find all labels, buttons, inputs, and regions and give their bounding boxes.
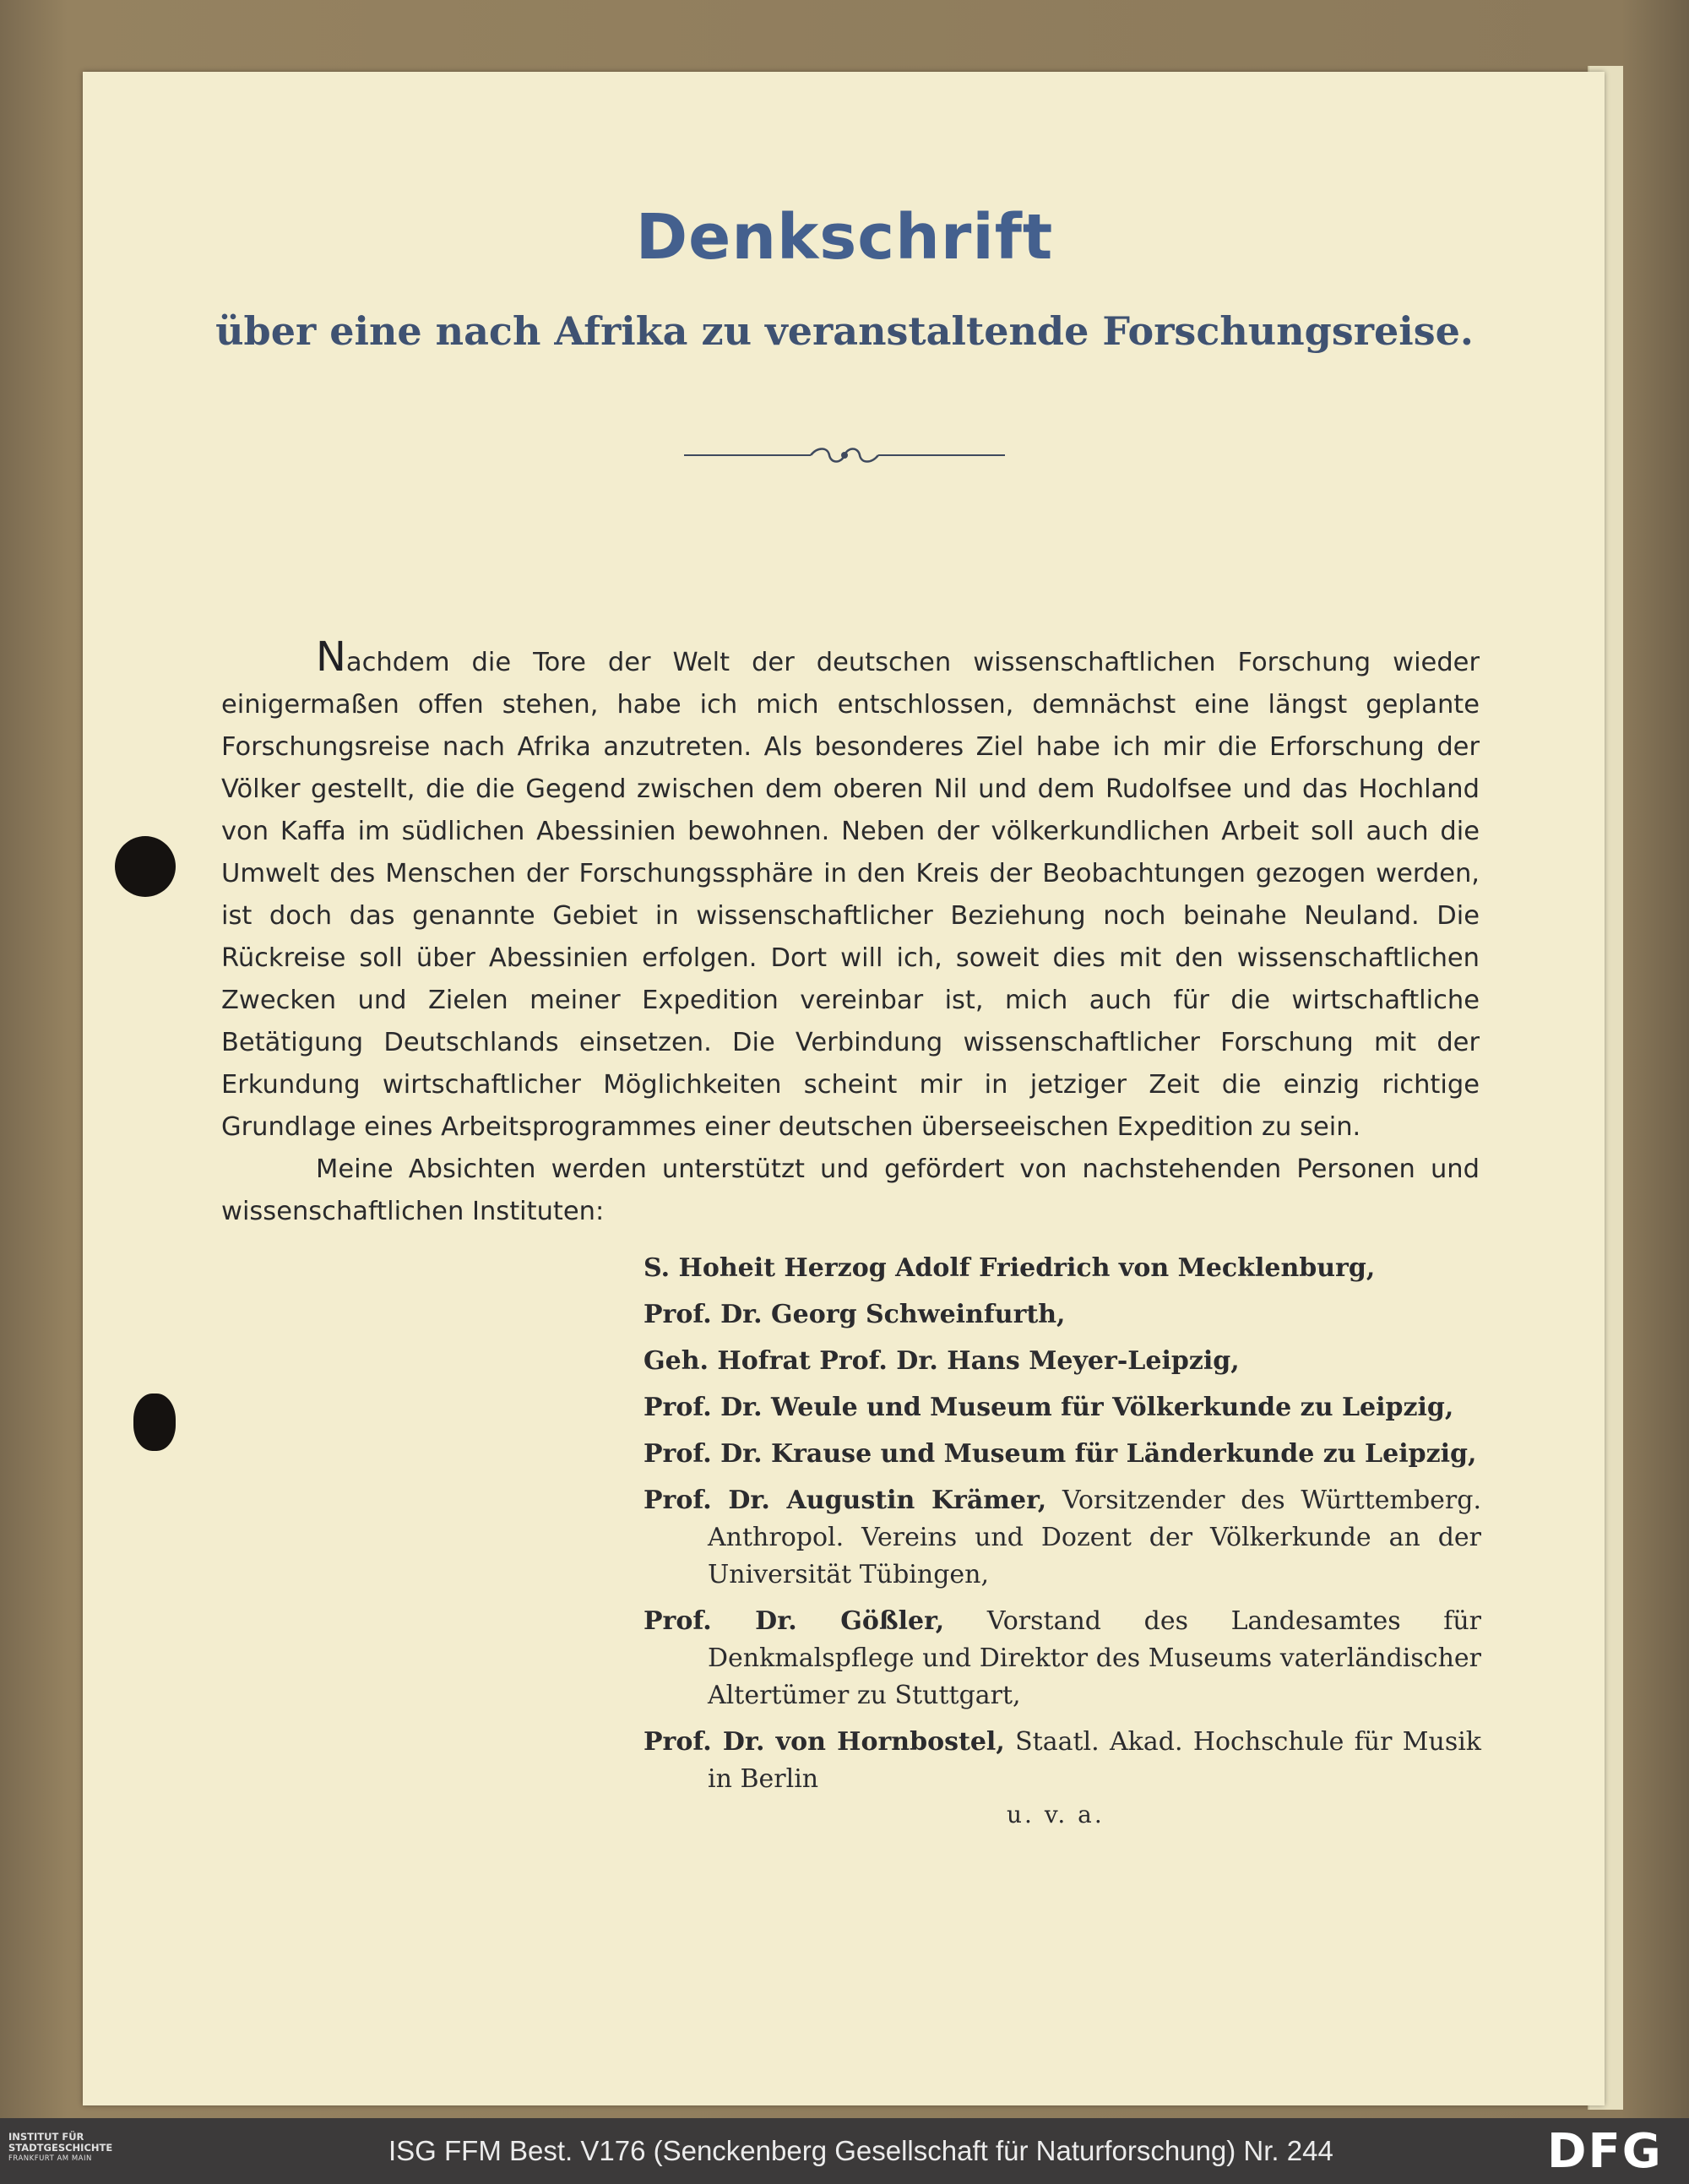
supporter-name: Prof. Dr. Gößler, xyxy=(644,1606,945,1636)
supporter-item xyxy=(644,1296,1481,1334)
institution-line: INSTITUT FÜR xyxy=(8,2131,84,2143)
supporter-item xyxy=(644,1724,1481,1798)
drop-cap: N xyxy=(316,633,346,681)
punch-hole-top xyxy=(115,836,176,897)
closing-abbreviation: u. v. a. xyxy=(1007,1801,1105,1828)
archive-footer-bar xyxy=(0,2118,1689,2184)
supporter-name: Prof. Dr. Georg Schweinfurth, xyxy=(644,1300,1066,1329)
supporter-item xyxy=(644,1250,1481,1287)
supporter-name: Prof. Dr. von Hornbostel, xyxy=(644,1727,1005,1757)
supporter-item xyxy=(644,1343,1481,1380)
institution-line: FRANKFURT AM MAIN xyxy=(8,2154,92,2163)
supporter-item xyxy=(644,1603,1481,1714)
supporter-name: Geh. Hofrat Prof. Dr. Hans Meyer-Leipzig, xyxy=(644,1346,1240,1376)
document-title: Denkschrift xyxy=(635,201,1054,274)
paragraph-supporters-intro: Meine Absichten werden unterstützt und gefördert von nachstehenden Personen und wissenschaftlichen Instituten: xyxy=(221,1154,1480,1226)
paragraph-intro-text: achdem die Tore der Welt der deutschen wissenschaftlichen Forschung wieder einigermaßen offen stehen, habe ich mich entschlossen, demnächst eine längst geplante Forschungsreise nach Afrika anzutreten. Als besonderes Ziel habe ich mir die Erforschung der Völker gestellt, die die Gegend zwischen dem oberen Nil und dem Rudolfsee und das Hochland von Kaffa im südlichen Abessinien bewohnen. Neben der völkerkundlichen Arbeit soll auch die Umwelt des Menschen der Forschungssphäre in den Kreis der Beobachtungen gezogen werden, ist doch das genannte Gebiet in wissenschaftlicher Beziehung noch beinahe Neuland. Die Rückreise soll über Abessinien erfolgen. Dort will ich, soweit dies mit den wissenschaftlichen Zwecken und Zielen meiner Expedition vereinbar ist, mich auch für die wirtschaftliche Betätigung Deutschlands einsetzen. Die Verbindung wissenschaftlicher Forschung mit der Erkundung wirtschaftlicher Möglichkeiten scheint mir in jetziger Zeit die einzig richtige Grundlage eines Arbeitsprogrammes einer deutschen überseeischen Expedition zu sein. xyxy=(221,648,1480,1142)
supporter-detail: Staatl. Akad. Hochschule für Musik in Berlin xyxy=(708,1727,1481,1794)
supporter-item xyxy=(644,1436,1481,1473)
institution-logo xyxy=(8,2132,177,2165)
supporter-name: Prof. Dr. Augustin Krämer, xyxy=(644,1486,1047,1515)
supporter-name: Prof. Dr. Weule und Museum für Völkerkunde zu Leipzig, xyxy=(644,1393,1454,1422)
punch-hole-bottom xyxy=(133,1394,176,1451)
paragraph-intro xyxy=(221,633,1480,1149)
institution-line: STADTGESCHICHTE xyxy=(8,2142,113,2154)
supporter-detail: Vorsitzender des Württemberg. Anthropol. Vereins und Dozent der Völkerkunde an der Universität Tübingen, xyxy=(708,1486,1481,1589)
supporter-item xyxy=(644,1389,1481,1426)
supporters-list xyxy=(644,1250,1481,1807)
archive-caption: ISG FFM Best. V176 (Senckenberg Gesellschaft für Naturforschung) Nr. 244 xyxy=(388,2135,1333,2166)
supporter-detail: Vorstand des Landesamtes für Denkmalspflege und Direktor des Museums vaterländischer Altertümer zu Stuttgart, xyxy=(708,1606,1481,1710)
scroll-ornament-icon xyxy=(684,444,1005,466)
supporter-name: Prof. Dr. Krause und Museum für Länderkunde zu Leipzig, xyxy=(644,1439,1477,1469)
body-text xyxy=(221,633,1480,1233)
supporter-name: S. Hoheit Herzog Adolf Friedrich von Mecklenburg, xyxy=(644,1253,1376,1283)
document-subtitle: über eine nach Afrika zu veranstaltende Forschungsreise. xyxy=(215,308,1474,354)
dfg-logo: DFG xyxy=(1547,2124,1663,2179)
supporter-item xyxy=(644,1482,1481,1594)
